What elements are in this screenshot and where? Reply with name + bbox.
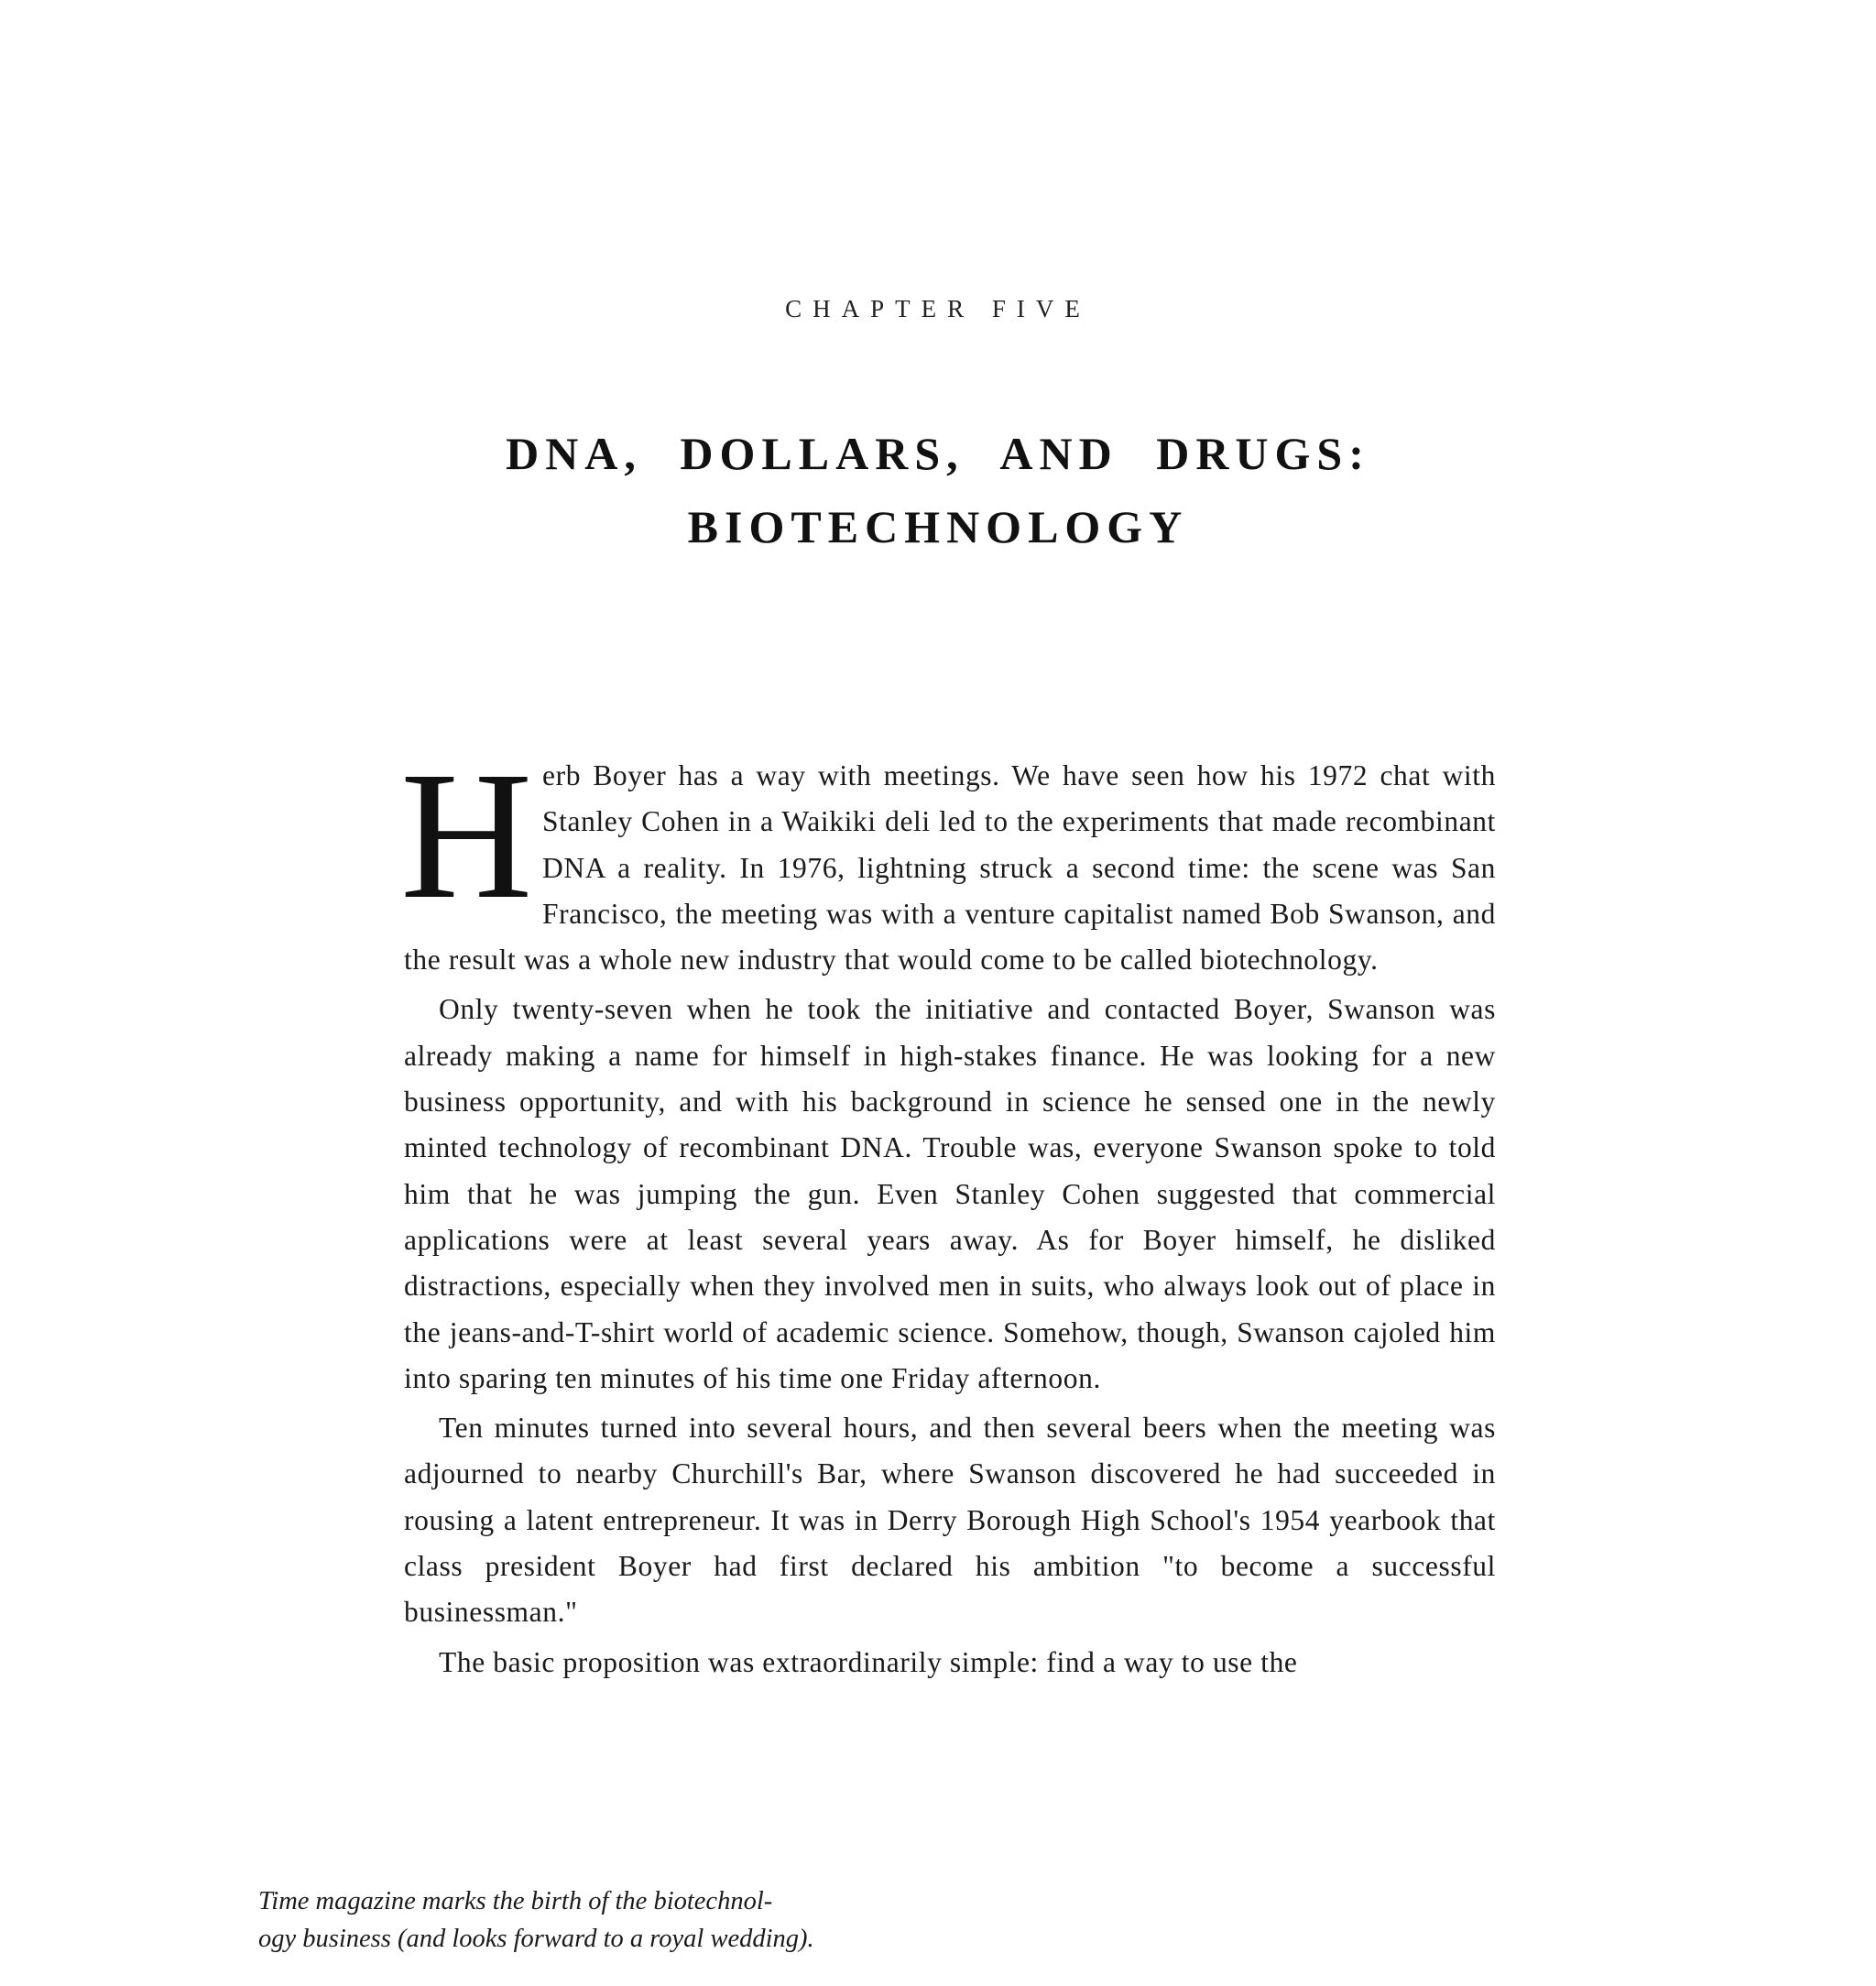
chapter-title bbox=[0, 417, 1876, 563]
paragraph-1-text: erb Boyer has a way with meetings. We have seen how his 1972 chat with Stanley Cohen in a Waikiki deli led to the experiments that made recombinant DNA a reality. In 1976, lightning struck a second time: the scene was San Francisco, the meeting was with a venture capitalist named Bob Swanson, and the result was a whole new industry that would come to be called biotechnology. bbox=[404, 759, 1496, 977]
chapter-title-line-2: BIOTECHNOLOGY bbox=[687, 501, 1189, 552]
chapter-label: CHAPTER FIVE bbox=[785, 295, 1091, 322]
drop-cap: H bbox=[400, 735, 534, 937]
image-caption bbox=[258, 1882, 900, 1958]
paragraph-4: The basic proposition was extraordinarily simple: find a way to use the bbox=[439, 1645, 1298, 1678]
chapter-title-line-1: DNA, DOLLARS, AND DRUGS: bbox=[506, 428, 1370, 479]
chapter-body bbox=[400, 735, 1496, 1689]
caption-line-2: ogy business (and looks forward to a royal wedding). bbox=[258, 1925, 814, 1953]
caption-line-1: Time magazine marks the birth of the biotechnol- bbox=[258, 1887, 773, 1915]
paragraph-2: Only twenty-seven when he took the initiative and contacted Boyer, Swanson was already making a name for himself in high-stakes finance. He was looking for a new business opportunity, and with his background in science he sensed one in the newly minted technology of recombinant DNA. Trouble was, everyone Swanson spoke to told him that he was jumping the gun. Even Stanley Cohen suggested that commercial applications were at least several years away. As for Boyer himself, he disliked distractions, especially when they involved men in suits, who always look out of place in the jeans-and-T-shirt world of academic science. Somehow, though, Swanson cajoled him into sparing ten minutes of his time one Friday afternoon. bbox=[404, 993, 1496, 1394]
paragraph-3: Ten minutes turned into several hours, and then several beers when the meeting was adjourned to nearby Churchill's Bar, where Swanson discovered he had succeeded in rousing a latent entrepreneur. It was in Derry Borough High School's 1954 yearbook that class president Boyer had first declared his ambition "to become a successful businessman." bbox=[404, 1412, 1496, 1629]
paragraph-1 bbox=[400, 735, 1496, 983]
